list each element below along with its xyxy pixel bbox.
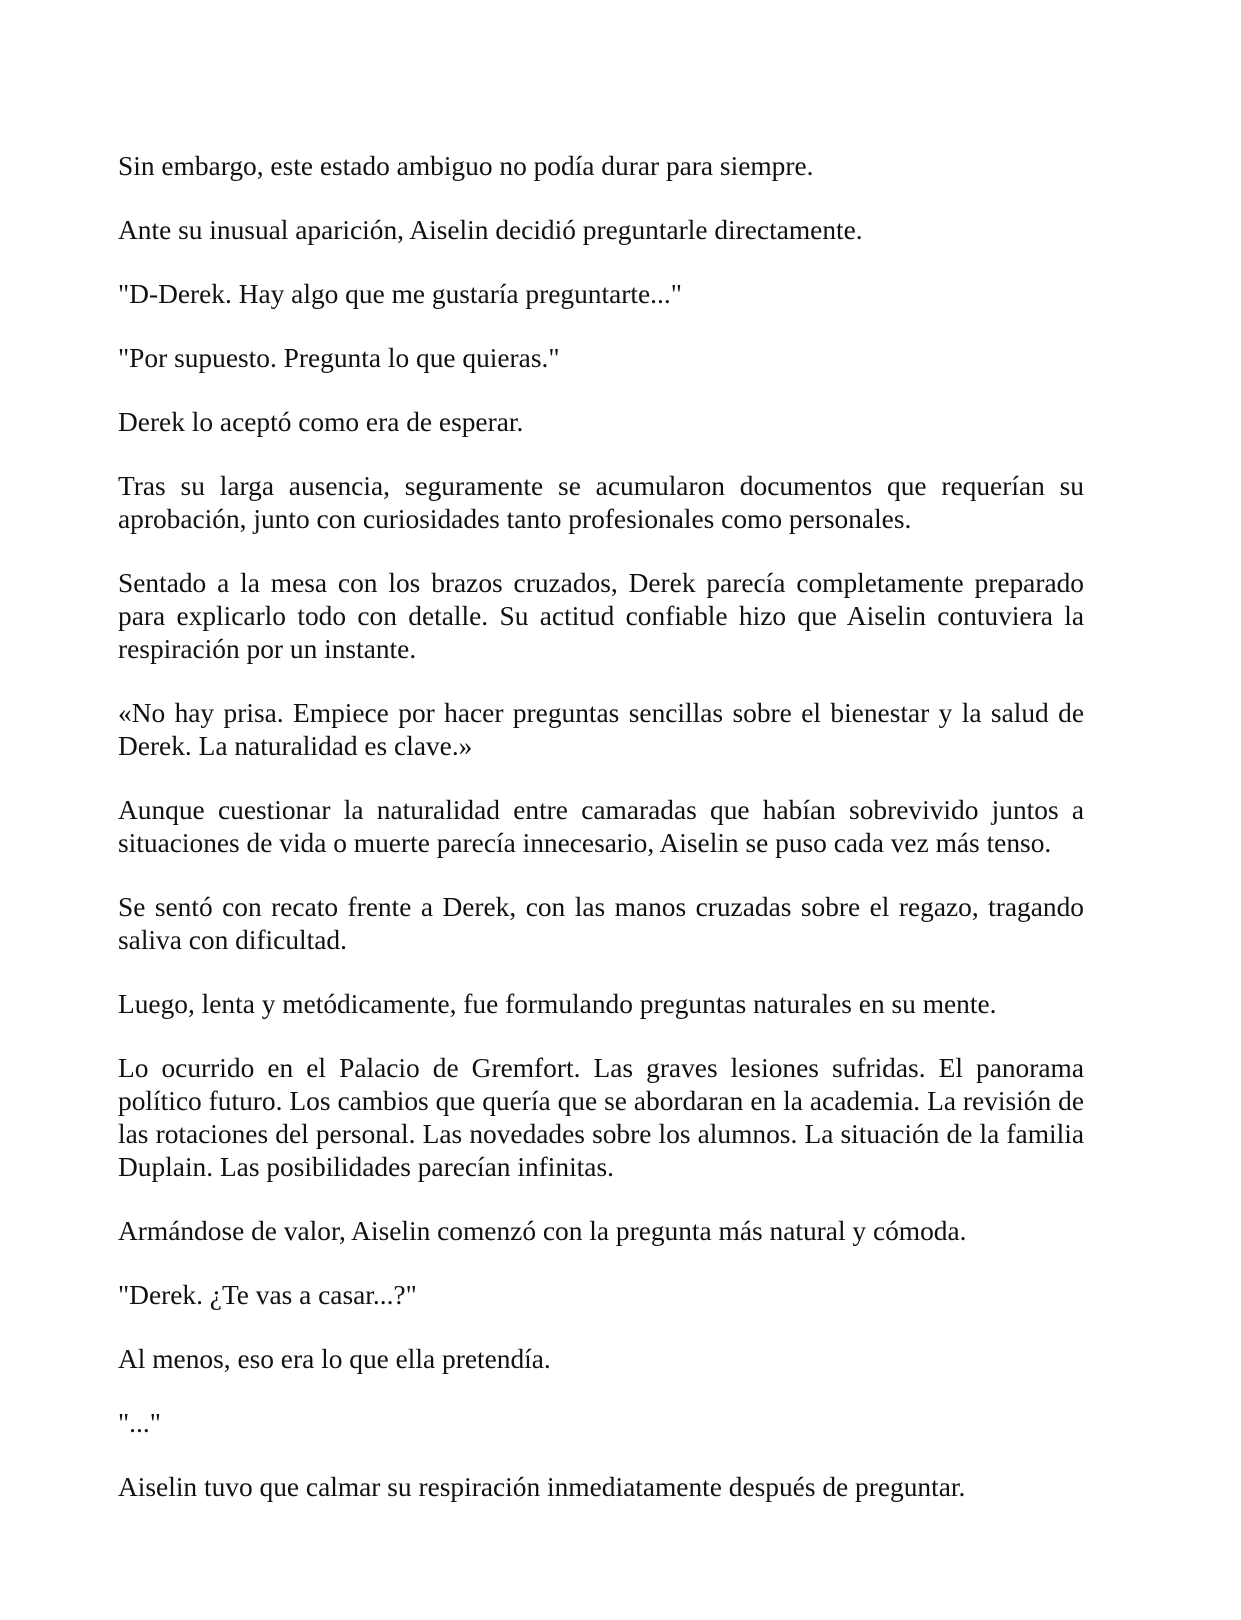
paragraph: Aunque cuestionar la naturalidad entre camaradas que habían sobrevivido juntos a situaciones de vida o muerte parecía innecesario, Aiselin se puso cada vez más tenso. xyxy=(118,795,1084,858)
paragraph: "..." xyxy=(118,1408,161,1438)
paragraph: Luego, lenta y metódicamente, fue formulando preguntas naturales en su mente. xyxy=(118,989,997,1019)
paragraph: Aiselin tuvo que calmar su respiración inmediatamente después de preguntar. xyxy=(118,1472,966,1502)
paragraph: Sin embargo, este estado ambiguo no podía durar para siempre. xyxy=(118,151,814,181)
paragraph: Tras su larga ausencia, seguramente se acumularon documentos que requerían su aprobación, junto con curiosidades tanto profesionales como personales. xyxy=(118,471,1084,534)
paragraph: Ante su inusual aparición, Aiselin decidió preguntarle directamente. xyxy=(118,215,863,245)
paragraph: "Por supuesto. Pregunta lo que quieras." xyxy=(118,343,560,373)
paragraph: "Derek. ¿Te vas a casar...?" xyxy=(118,1280,417,1310)
paragraph: "D-Derek. Hay algo que me gustaría preguntarte..." xyxy=(118,279,682,309)
paragraph: Lo ocurrido en el Palacio de Gremfort. Las graves lesiones sufridas. El panorama político futuro. Los cambios que quería que se abordaran en la academia. La revisión de las rotaciones del personal. Las novedades sobre los alumnos. La situación de la familia Duplain. Las posibilidades parecían infinitas. xyxy=(118,1053,1084,1182)
paragraph: Se sentó con recato frente a Derek, con las manos cruzadas sobre el regazo, tragando saliva con dificultad. xyxy=(118,892,1084,955)
paragraph: «No hay prisa. Empiece por hacer preguntas sencillas sobre el bienestar y la salud de Derek. La naturalidad es clave.» xyxy=(118,698,1084,761)
paragraph: Derek lo aceptó como era de esperar. xyxy=(118,407,524,437)
paragraph: Al menos, eso era lo que ella pretendía. xyxy=(118,1344,551,1374)
document-body xyxy=(118,150,1084,1504)
paragraph: Sentado a la mesa con los brazos cruzados, Derek parecía completamente preparado para explicarlo todo con detalle. Su actitud confiable hizo que Aiselin contuviera la respiración por un instante. xyxy=(118,568,1084,664)
paragraph: Armándose de valor, Aiselin comenzó con la pregunta más natural y cómoda. xyxy=(118,1216,967,1246)
